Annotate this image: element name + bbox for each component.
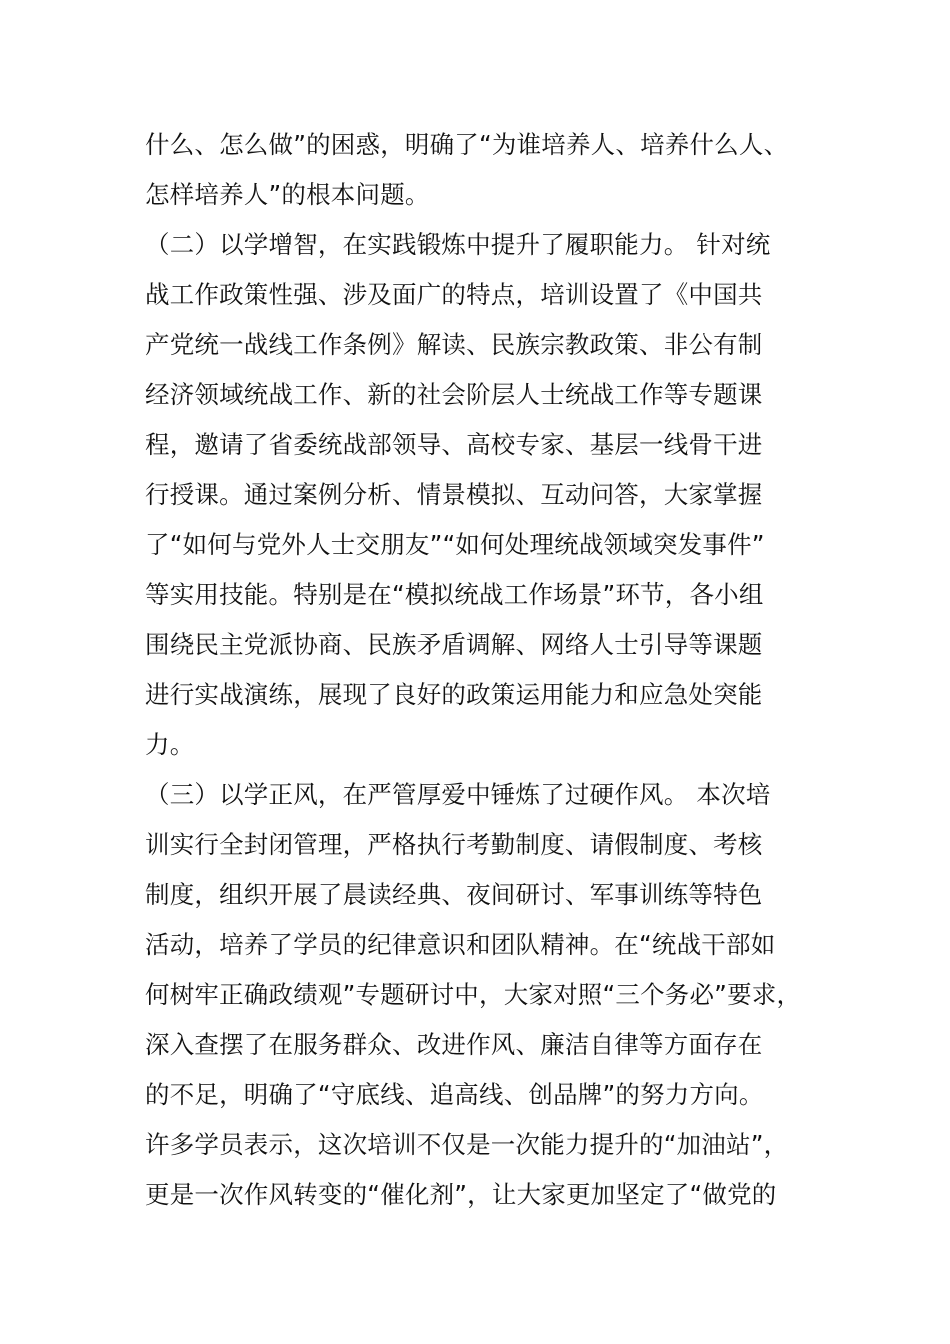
- text-line: 什么、怎么做”的困惑，明确了“为谁培养人、培养什么人、: [145, 130, 789, 159]
- text-line: 力。: [145, 730, 195, 759]
- text-line: 围绕民主党派协商、民族矛盾调解、网络人士引导等课题: [145, 630, 763, 659]
- text-line: 产党统一战线工作条例》解读、民族宗教政策、非公有制: [145, 330, 763, 359]
- text-line: 深入查摆了在服务群众、改进作风、廉洁自律等方面存在: [145, 1030, 763, 1059]
- text-line: 制度，组织开展了晨读经典、夜间研讨、军事训练等特色: [145, 880, 763, 909]
- text-line: 怎样培养人”的根本问题。: [145, 180, 430, 209]
- text-line: 的不足，明确了“守底线、追高线、创品牌”的努力方向。: [145, 1080, 764, 1109]
- text-line: 许多学员表示，这次培训不仅是一次能力提升的“加油站”，: [145, 1130, 789, 1159]
- text-line: 等实用技能。特别是在“模拟统战工作场景”环节，各小组: [145, 580, 764, 609]
- text-line: 更是一次作风转变的“催化剂”，让大家更加坚定了“做党的: [145, 1180, 777, 1209]
- text-line: 经济领域统战工作、新的社会阶层人士统战工作等专题课: [145, 380, 763, 409]
- text-line: 训实行全封闭管理，严格执行考勤制度、请假制度、考核: [145, 830, 763, 859]
- text-line: 战工作政策性强、涉及面广的特点，培训设置了《中国共: [145, 280, 763, 309]
- text-line: 行授课。通过案例分析、情景模拟、互动问答，大家掌握: [145, 480, 763, 509]
- text-line: 了“如何与党外人士交朋友”“如何处理统战领域突发事件”: [145, 530, 765, 559]
- text-line: 程，邀请了省委统战部领导、高校专家、基层一线骨干进: [145, 430, 763, 459]
- section-heading-line: （二）以学增智，在实践锻炼中提升了履职能力。 针对统: [145, 230, 771, 259]
- text-line: 何树牢正确政绩观”专题研讨中，大家对照“三个务必”要求，: [145, 980, 802, 1009]
- section-heading-line: （三）以学正风，在严管厚爱中锤炼了过硬作风。 本次培: [145, 780, 771, 809]
- text-line: 进行实战演练，展现了良好的政策运用能力和应急处突能: [145, 680, 763, 709]
- text-line: 活动，培养了学员的纪律意识和团队精神。在“统战干部如: [145, 930, 776, 959]
